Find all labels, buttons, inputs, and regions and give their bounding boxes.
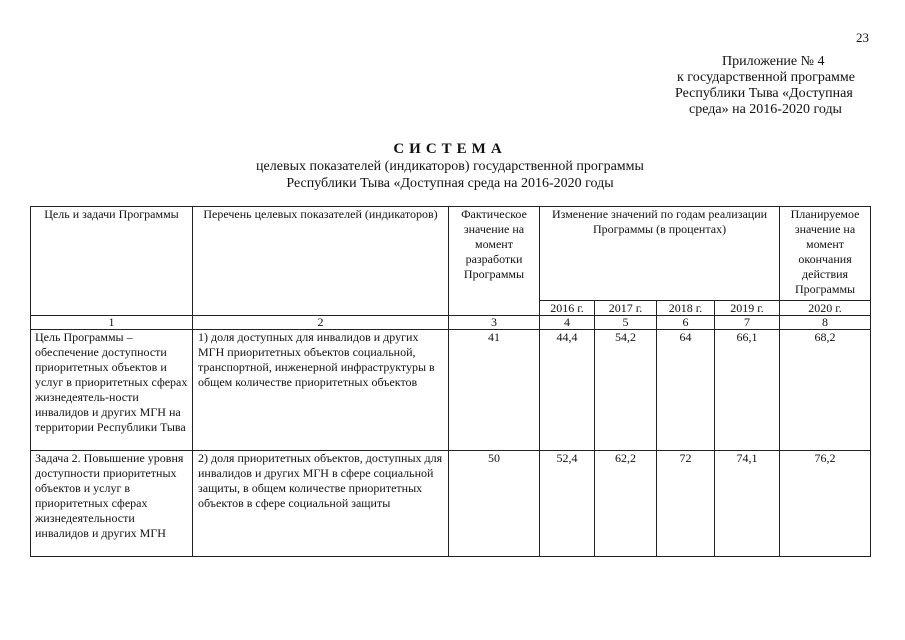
year-value: 52,4: [540, 451, 595, 557]
indicator-text: 1) доля доступных для инвалидов и других МГН приоритетных объектов социальной, транспортной, инженерной инфраструктуры в общем количестве приоритетных объектов: [193, 330, 449, 451]
goal-text: Цель Программы – обеспечение доступности приоритетных объектов и услуг в приоритетных сферах жизнедеятель-ности инвалидов и других МГН на территории Республики Тыва: [31, 330, 193, 451]
year-value: 68,2: [780, 330, 871, 451]
appendix-line: среда» на 2016-2020 годы: [689, 102, 842, 117]
year-header: 2017 г.: [595, 301, 657, 316]
appendix-number: Приложение № 4: [722, 54, 825, 69]
page-number: 23: [856, 30, 869, 45]
actual-value: 41: [449, 330, 540, 451]
header-indicators: Перечень целевых показателей (индикаторов): [193, 207, 449, 316]
year-value: 44,4: [540, 330, 595, 451]
year-value: 64: [657, 330, 715, 451]
appendix-line: Республики Тыва «Доступная: [675, 86, 853, 101]
column-number: 3: [449, 316, 540, 330]
table-row: [31, 330, 871, 451]
column-number: 2: [193, 316, 449, 330]
title-main: СИСТЕМА: [393, 141, 507, 157]
title-subtitle: целевых показателей (индикаторов) государственной программы: [256, 159, 644, 174]
goal-text: Задача 2. Повышение уровня доступности приоритетных объектов и услуг в приоритетных сферах жизнедеятельности инвалидов и других МГН: [31, 451, 193, 557]
column-number: 1: [31, 316, 193, 330]
year-value: 74,1: [715, 451, 780, 557]
column-number: 6: [657, 316, 715, 330]
appendix-line: к государственной программе: [677, 70, 855, 85]
year-header: 2020 г.: [780, 301, 871, 316]
indicator-text: 2) доля приоритетных объектов, доступных для инвалидов и других МГН в сфере социальной защиты, в общем количестве приоритетных объектов в сфере социальной защиты: [193, 451, 449, 557]
title-subtitle: Республики Тыва «Доступная среда на 2016-2020 годы: [286, 176, 614, 191]
header-yearly-change: Изменение значений по годам реализации Программы (в процентах): [540, 207, 780, 301]
header-planned-value: Планируемое значение на момент окончания действия Программы: [780, 207, 871, 301]
column-number: 4: [540, 316, 595, 330]
year-header: 2016 г.: [540, 301, 595, 316]
column-number: 8: [780, 316, 871, 330]
table-row: [31, 451, 871, 557]
year-value: 62,2: [595, 451, 657, 557]
year-header: 2019 г.: [715, 301, 780, 316]
year-value: 54,2: [595, 330, 657, 451]
column-number: 5: [595, 316, 657, 330]
year-value: 76,2: [780, 451, 871, 557]
indicators-table: [30, 206, 871, 557]
year-value: 72: [657, 451, 715, 557]
document-title: [200, 140, 700, 192]
year-header: 2018 г.: [657, 301, 715, 316]
header-goal: Цель и задачи Программы: [31, 207, 193, 316]
year-value: 66,1: [715, 330, 780, 451]
header-actual-value: Фактическое значение на момент разработки Программы: [449, 207, 540, 316]
actual-value: 50: [449, 451, 540, 557]
column-number: 7: [715, 316, 780, 330]
appendix-heading: [640, 54, 870, 118]
